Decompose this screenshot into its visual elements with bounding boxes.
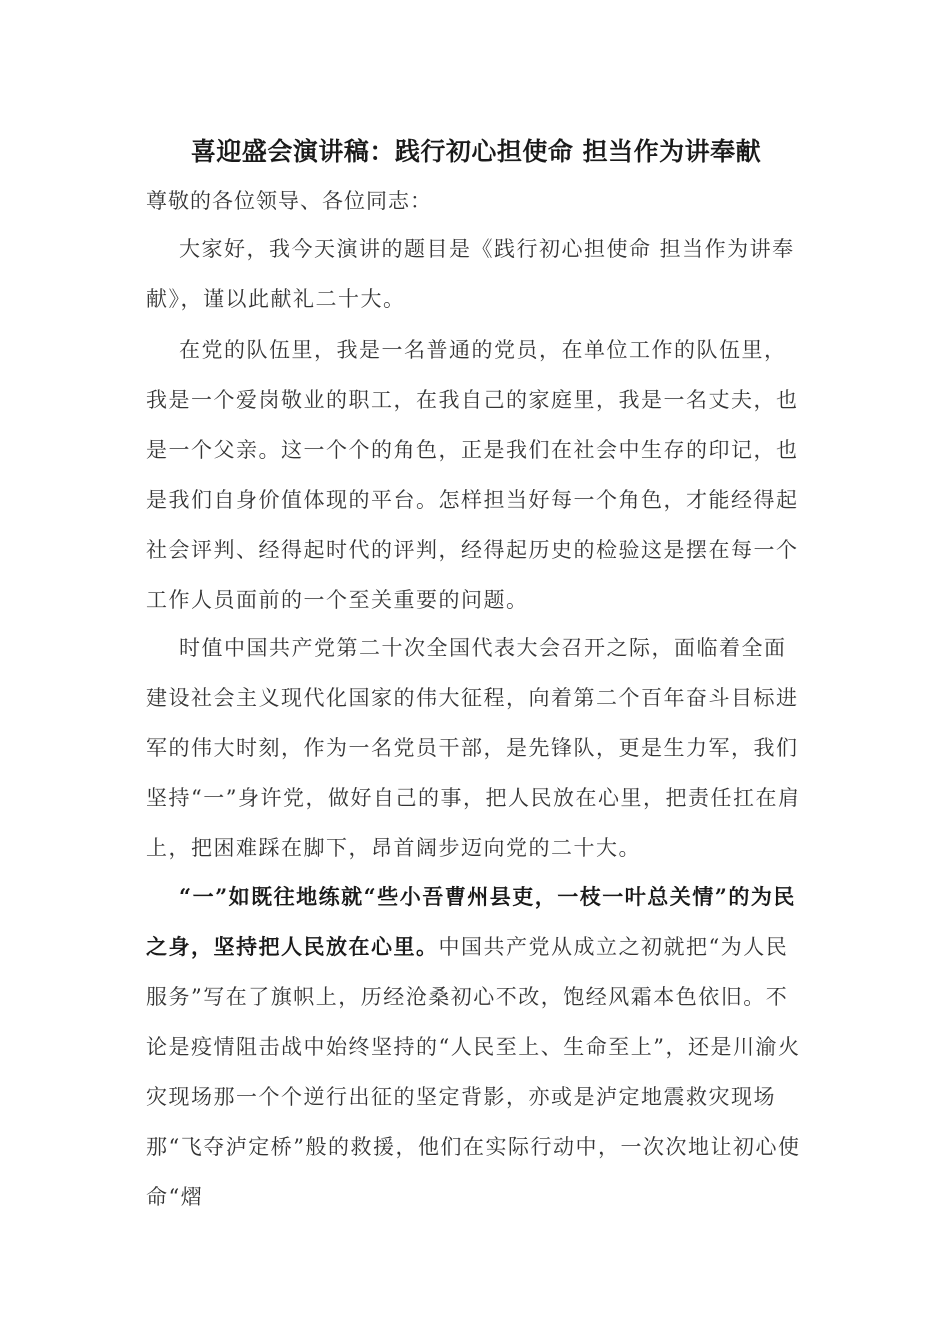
salutation: 尊敬的各位领导、各位同志： [146,189,432,213]
paragraph-roles [146,325,808,625]
paragraph-text: 中国共产党从成立之初就把“为人民服务”写在了旗帜上，历经沧桑初心不改，饱经风霜本色依旧。不论是疫情阻击战中始终坚持的“人民至上、生命至上”，还是川渝火灾现场那一个个逆行出征的坚定背影，亦或是泸定地震救灾现场那“飞夺泸定桥”般的救援，他们在实际行动中，一次次地让初心使命“熠 [146,935,801,1209]
paragraph-bold-lead: “一”如既往地练就“些小吾曹州县吏，一枝一叶总关情”的为民之身，坚持把人民放在心里。 [146,884,796,959]
paragraph-text: 时值中国共产党第二十次全国代表大会召开之际，面临着全面建设社会主义现代化国家的伟大征程，向着第二个百年奋斗目标进军的伟大时刻，作为一名党员干部，是先锋队，更是生力军，我们坚持“一”身许党，做好自己的事，把人民放在心里，把责任扛在肩上，把困难踩在脚下，昂首阔步迈向党的二十大。 [146,636,801,860]
paragraph-text: 大家好，我今天演讲的题目是《践行初心担使命 担当作为讲奉献》，谨以此献礼二十大。 [146,237,795,311]
paragraph-intro [146,224,808,324]
paragraph-people [146,872,808,1222]
document-title: 喜迎盛会演讲稿：践行初心担使命 担当作为讲奉献 [190,137,762,166]
paragraph-congress [146,623,808,873]
paragraph-text: 在党的队伍里，我是一名普通的党员，在单位工作的队伍里，我是一个爱岗敬业的职工，在我自己的家庭里，我是一名丈夫，也是一个父亲。这一个个的角色，正是我们在社会中生存的印记，也是我们自身价值体现的平台。怎样担当好每一个角色，才能经得起社会评判、经得起时代的评判，经得起历史的检验这是摆在每一个工作人员面前的一个至关重要的问题。 [146,338,799,612]
